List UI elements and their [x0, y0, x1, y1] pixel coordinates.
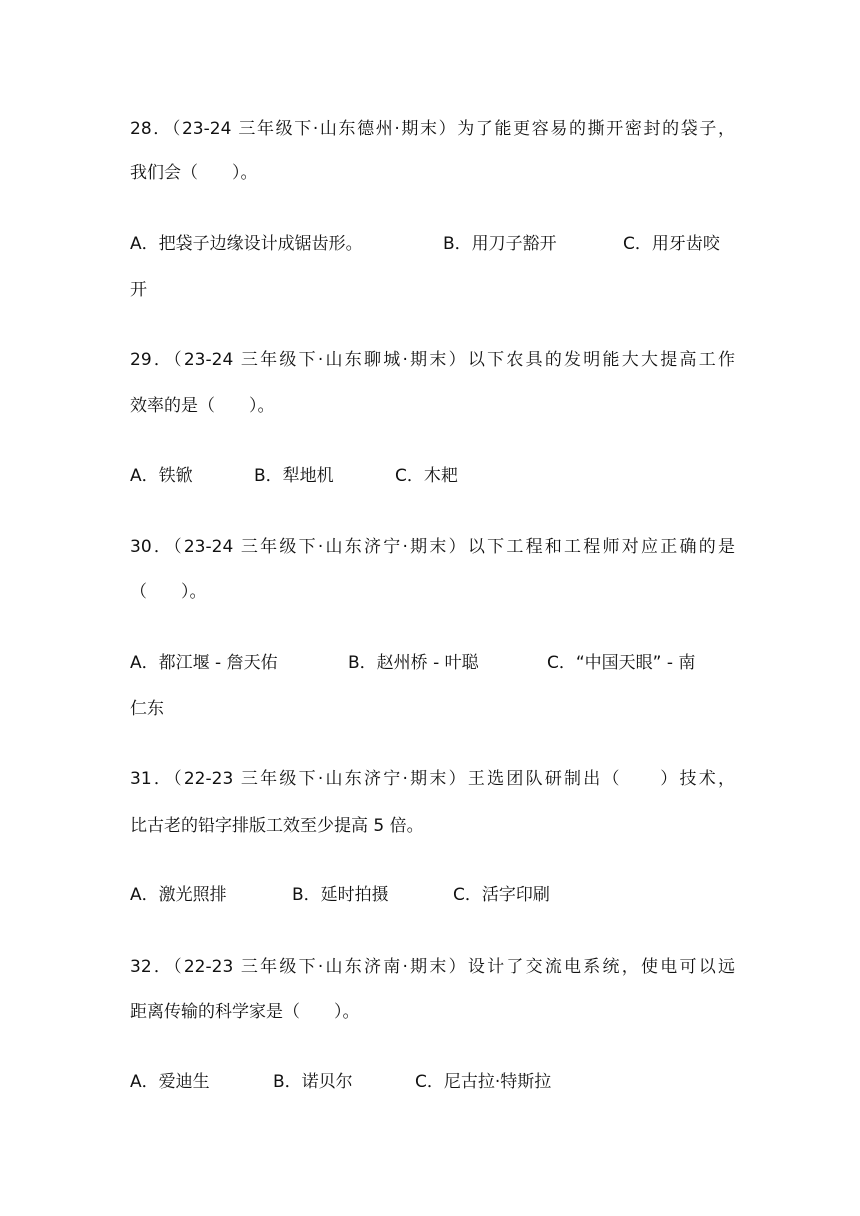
question-30-option-b: B．赵州桥 - 叶聪: [348, 653, 479, 673]
question-28-option-b: B．用刀子豁开: [443, 234, 557, 254]
question-30-option-a: A．都江堰 - 詹天佑: [130, 653, 278, 673]
question-28-stem-line-1: 28．（23-24 三年级下·山东德州·期末）为了能更容易的撕开密封的袋子，: [130, 119, 735, 139]
question-29-option-a: A．铁锨: [130, 466, 193, 486]
question-31-options: [130, 883, 550, 907]
question-30-option-c: C．“中国天眼” - 南: [547, 653, 696, 673]
question-32-stem-line-2: 距离传输的科学家是（ ）。: [130, 1002, 360, 1022]
question-31-option-c: C．活字印刷: [453, 885, 550, 905]
question-32-stem-line-1: 32．（22-23 三年级下·山东济南·期末）设计了交流电系统，使电可以远: [130, 957, 735, 977]
question-29-options: [130, 464, 458, 488]
question-29-option-b: B．犁地机: [254, 466, 334, 486]
question-31-option-a: A．激光照排: [130, 885, 227, 905]
question-28-option-c: C．用牙齿咬: [623, 234, 720, 254]
question-32-option-c: C．尼古拉·特斯拉: [415, 1072, 552, 1092]
question-30-stem-line-1: 30．（23-24 三年级下·山东济宁·期末）以下工程和工程师对应正确的是: [130, 537, 735, 557]
question-29-stem-line-2: 效率的是（ ）。: [130, 396, 275, 416]
question-32-options: [130, 1070, 551, 1094]
question-29-option-c: C．木耙: [395, 466, 458, 486]
question-28-options: [130, 232, 720, 256]
question-30-options: [130, 651, 695, 675]
question-32-option-a: A．爱迪生: [130, 1072, 210, 1092]
question-31-option-b: B．延时拍摄: [292, 885, 389, 905]
question-30-option-c-continuation: 仁东: [130, 699, 164, 719]
question-31-stem-line-1: 31．（22-23 三年级下·山东济宁·期末）王选团队研制出（ ）技术，: [130, 769, 735, 789]
question-32-option-b: B．诺贝尔: [273, 1072, 353, 1092]
question-30-stem-line-2: （ ）。: [130, 582, 207, 602]
question-29-stem-line-1: 29．（23-24 三年级下·山东聊城·期末）以下农具的发明能大大提高工作: [130, 350, 735, 370]
question-31-stem-line-2: 比古老的铅字排版工效至少提高 5 倍。: [130, 816, 424, 836]
question-28-option-a: A．把袋子边缘设计成锯齿形。: [130, 234, 363, 254]
question-28-option-c-continuation: 开: [130, 280, 147, 300]
question-28-stem-line-2: 我们会（ ）。: [130, 163, 258, 183]
